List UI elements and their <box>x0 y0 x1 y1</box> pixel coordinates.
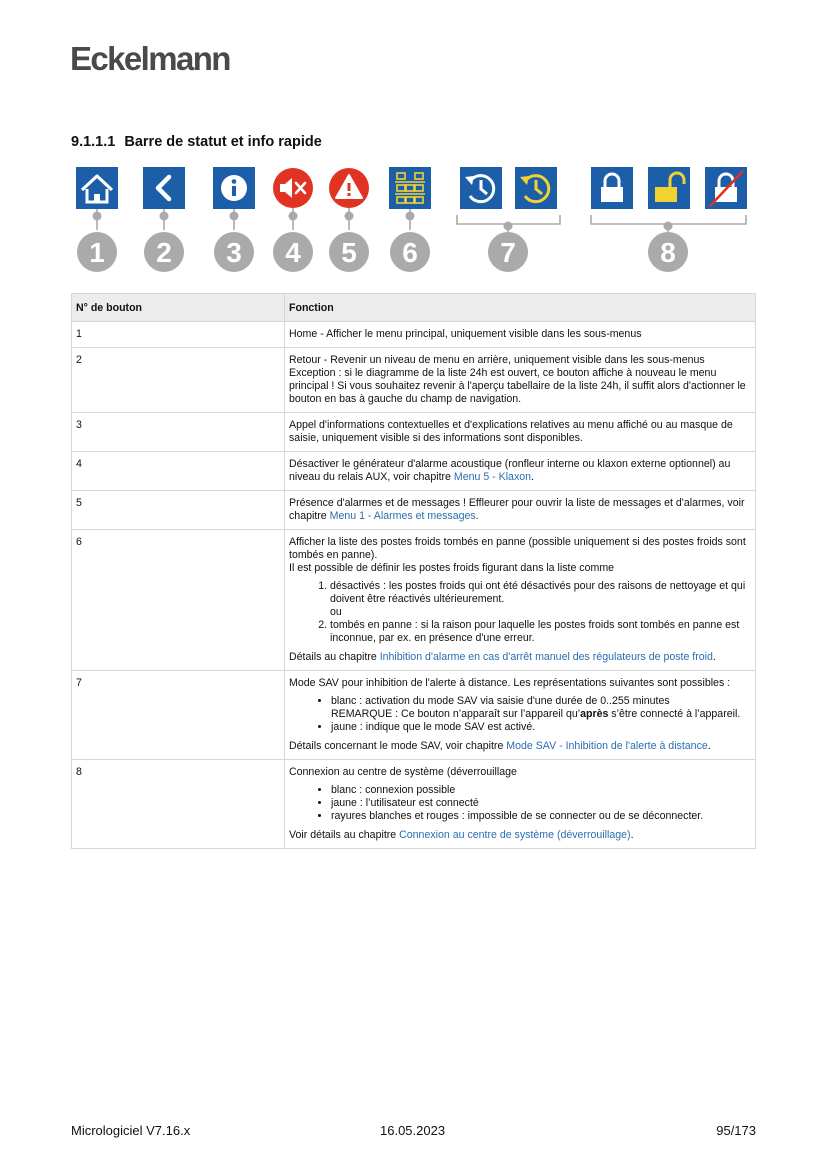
function-text: Voir détails au chapitre <box>289 829 400 841</box>
table-row <box>72 413 756 452</box>
clock-yellow-icon <box>515 167 557 209</box>
function-text: Mode SAV pour inhibition de l'alerte à distance. Les représentations suivantes sont possibles : <box>289 677 731 689</box>
function-text: Exception : si le diagramme de la liste 24h est ouvert, ce bouton affiche à nouveau le menu principal ! Si vous souhaitez revenir à l'aperçu tabellaire de la liste 24h, il suffit alors d'actionner le bouton en bas à gauche du champ de navigation. <box>289 367 746 405</box>
details-line <box>289 740 752 753</box>
callout-5: 5 <box>341 237 357 268</box>
callout-2: 2 <box>156 237 172 268</box>
home-icon <box>76 167 118 209</box>
table-row <box>72 760 756 849</box>
function-cell <box>285 760 756 849</box>
status-bar-figure <box>60 160 760 275</box>
list-item: • jaune : l’utilisateur est connecté <box>331 797 752 810</box>
callout-8: 8 <box>660 237 676 268</box>
function-text: Il est possible de définir les postes froids figurant dans la liste comme <box>289 562 615 574</box>
col-header-function: Fonction <box>285 294 756 322</box>
table-row <box>72 348 756 413</box>
list-item: • blanc : connexion possible <box>331 784 752 797</box>
col-header-button-number: N° de bouton <box>72 294 285 322</box>
punctuation: . <box>712 651 716 663</box>
function-cell <box>285 348 756 413</box>
punctuation: . <box>707 740 711 752</box>
clock-white-icon <box>460 167 502 209</box>
section-number: 9.1.1.1 <box>71 134 116 150</box>
table-row <box>72 452 756 491</box>
table-row <box>72 322 756 348</box>
function-text: Désactiver le générateur d'alarme acoustique (ronfleur interne ou klaxon externe optionnel) au niveau du relais AUX, voir chapitre <box>289 458 731 483</box>
table-header-row <box>72 294 756 322</box>
list-item-text: ou <box>330 606 342 618</box>
punctuation: . <box>531 471 534 483</box>
bullet-list <box>289 695 752 734</box>
back-icon <box>143 167 185 209</box>
link-mode-sav[interactable]: Mode SAV - Inhibition de l'alerte à distance <box>506 740 708 752</box>
button-number-cell: 7 <box>72 671 285 760</box>
list-item <box>331 695 752 721</box>
punctuation: . <box>475 510 479 522</box>
link-inhibition-alarme[interactable]: Inhibition d'alarme en cas d'arrêt manuel des régulateurs de poste froid <box>379 651 713 663</box>
function-cell <box>285 452 756 491</box>
function-text: Retour - Revenir un niveau de menu en arrière, uniquement visible dans les sous-menus <box>289 354 705 366</box>
function-cell <box>285 530 756 671</box>
function-text: Afficher la liste des postes froids tombés en panne (possible uniquement si des postes froids sont tombés en panne). <box>289 536 746 561</box>
button-number-cell: 1 <box>72 322 285 348</box>
bullet-list <box>289 784 752 823</box>
footer-firmware-version: Micrologiciel V7.16.x <box>71 1123 191 1138</box>
list-item: • jaune : indique que le mode SAV est activé. <box>331 721 752 734</box>
button-number-cell: 5 <box>72 491 285 530</box>
list-item-text: blanc : activation du mode SAV via saisie d'une durée de 0..255 minutes <box>331 695 670 707</box>
list-item: 2. tombés en panne : si la raison pour laquelle les postes froids sont tombés en panne est inconnue, par ex. en présence d'une erreur. <box>330 619 752 645</box>
section-title: Barre de statut et info rapide <box>124 134 322 150</box>
table-row <box>72 530 756 671</box>
list-item: • rayures blanches et rouges : impossible de se connecter ou de se déconnecter. <box>331 810 752 823</box>
grid-icon <box>389 167 431 209</box>
function-cell <box>285 491 756 530</box>
details-line <box>289 651 752 664</box>
button-number-cell: 4 <box>72 452 285 491</box>
link-menu-5-klaxon[interactable]: Menu 5 - Klaxon <box>453 471 532 483</box>
callout-6: 6 <box>402 237 418 268</box>
info-icon <box>213 167 255 209</box>
function-text: Détails concernant le mode SAV, voir chapitre <box>289 740 507 752</box>
button-number-cell: 8 <box>72 760 285 849</box>
function-cell: Appel d'informations contextuelles et d'explications relatives au menu affiché ou au masque de saisie, uniquement visible si des informations sont disponibles. <box>285 413 756 452</box>
function-text: Connexion au centre de système (déverrouillage <box>289 766 517 778</box>
emphasis-text: après <box>580 708 609 720</box>
button-number-cell: 6 <box>72 530 285 671</box>
function-text: Présence d'alarmes et de messages ! Effleurer pour ouvrir la liste de messages et d'alarmes, voir chapitre <box>289 497 745 522</box>
function-cell <box>285 671 756 760</box>
numbered-list <box>289 580 752 645</box>
link-connexion-centre[interactable]: Connexion au centre de système (déverrouillage) <box>399 829 631 841</box>
list-item <box>330 580 752 619</box>
callout-4: 4 <box>285 237 301 268</box>
lock-closed-icon <box>591 167 633 209</box>
table-row <box>72 671 756 760</box>
lock-striped-icon <box>705 167 747 209</box>
callout-1: 1 <box>89 237 105 268</box>
table-row <box>72 491 756 530</box>
link-menu-1-alarmes[interactable]: Menu 1 - Alarmes et messages <box>329 510 476 522</box>
details-line <box>289 829 752 842</box>
eckelmann-logo: Eckelmann <box>70 40 230 77</box>
list-item-text: REMARQUE : Ce bouton n’apparaît sur l’appareil qu’ <box>331 708 581 720</box>
alarm-icon <box>329 168 369 208</box>
list-item-text: s’être connecté à l’appareil. <box>608 708 741 720</box>
lock-open-icon <box>648 167 690 209</box>
function-text: Détails au chapitre <box>289 651 380 663</box>
button-number-cell: 2 <box>72 348 285 413</box>
footer-date: 16.05.2023 <box>380 1123 446 1138</box>
list-item-text: désactivés : les postes froids qui ont été désactivés pour des raisons de nettoyage et qui doivent être réactivés ultérieurement. <box>330 580 746 605</box>
footer-page-number: 95/173 <box>716 1123 756 1138</box>
section-heading <box>71 134 322 150</box>
callout-7: 7 <box>500 237 516 268</box>
button-number-cell: 3 <box>72 413 285 452</box>
mute-icon <box>273 168 313 208</box>
punctuation: . <box>630 829 634 841</box>
button-function-table <box>71 293 756 849</box>
function-cell: Home - Afficher le menu principal, uniquement visible dans les sous-menus <box>285 322 756 348</box>
callout-3: 3 <box>226 237 242 268</box>
